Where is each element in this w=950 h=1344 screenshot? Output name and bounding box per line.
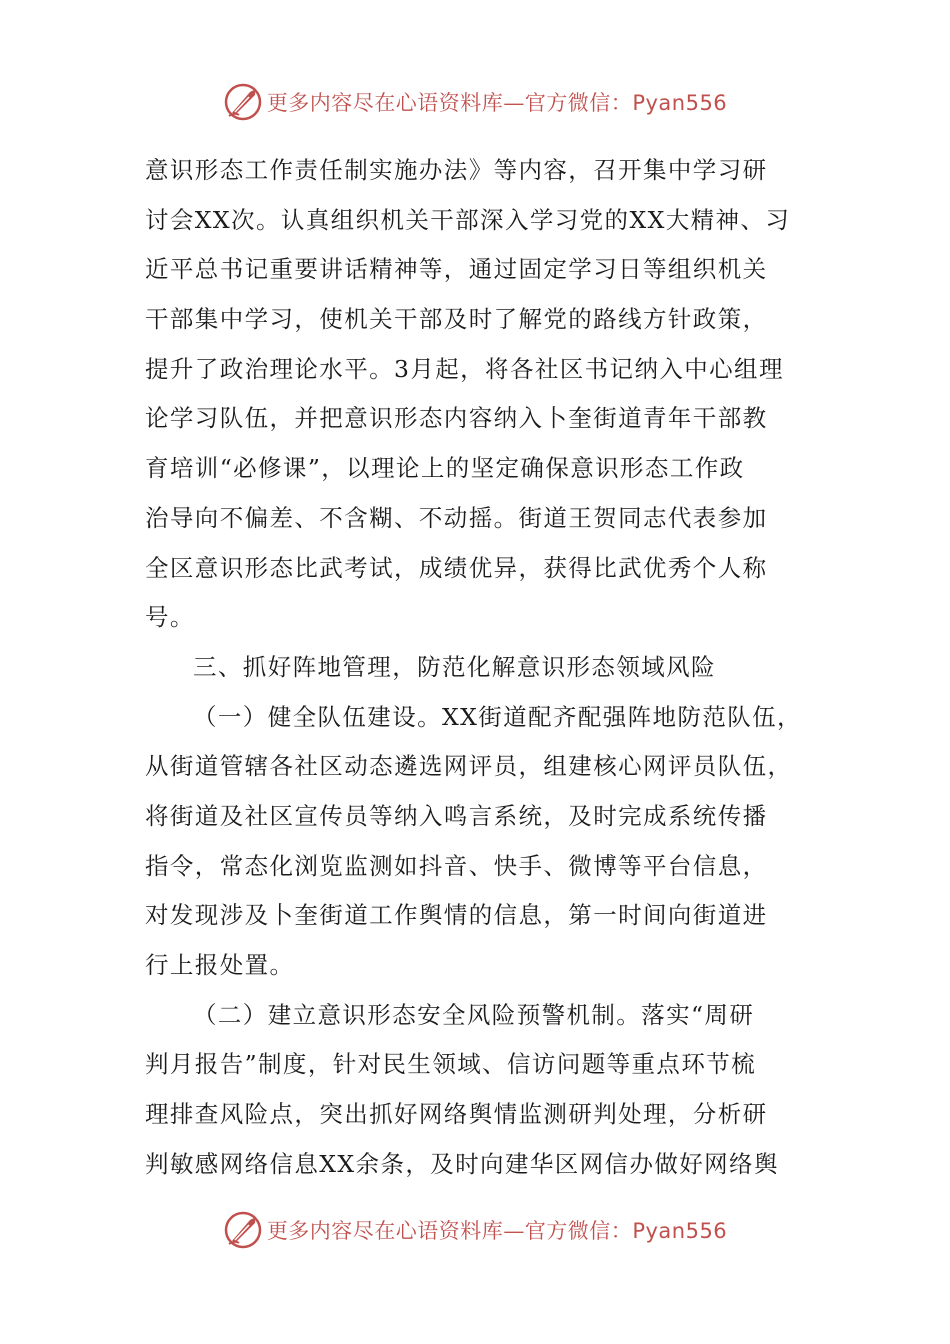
text-line: 提升了政治理论水平。3月起，将各社区书记纳入中心组理 bbox=[145, 354, 784, 383]
footer-banner-text bbox=[267, 1215, 727, 1245]
text-line: 治导向不偏差、不含糊、不动摇。街道王贺同志代表参加 bbox=[145, 503, 768, 532]
banner-dash: — bbox=[503, 91, 525, 115]
banner-wechat-id: Pyan556 bbox=[632, 91, 728, 115]
banner-wechat-label: 官方微信： bbox=[524, 1219, 633, 1243]
text-line: 论学习队伍，并把意识形态内容纳入卜奎街道青年干部教 bbox=[145, 404, 768, 433]
banner-wechat-id: Pyan556 bbox=[632, 1219, 728, 1243]
text-line: 理排查风险点，突出抓好网络舆情监测研判处理，分析研 bbox=[145, 1100, 768, 1129]
footer-banner bbox=[0, 1208, 950, 1252]
banner-title: 更多内容尽在心语资料库 bbox=[266, 91, 504, 115]
header-banner-text bbox=[267, 87, 727, 117]
section-heading: 三、抓好阵地管理，防范化解意识形态领域风险 bbox=[193, 652, 716, 681]
text-line: 意识形态工作责任制实施办法》等内容，召开集中学习研 bbox=[145, 156, 768, 184]
banner-title: 更多内容尽在心语资料库 bbox=[266, 1219, 504, 1243]
banner-wechat-label: 官方微信： bbox=[524, 91, 633, 115]
text-line: 近平总书记重要讲话精神等，通过固定学习日等组织机关 bbox=[145, 255, 768, 284]
text-line: 将街道及社区宣传员等纳入鸣言系统，及时完成系统传播 bbox=[145, 801, 768, 830]
document-body bbox=[145, 146, 805, 1189]
quill-pen-logo-icon bbox=[223, 1210, 263, 1250]
banner-dash: — bbox=[503, 1219, 525, 1243]
text-line: 指令，常态化浏览监测如抖音、快手、微博等平台信息， bbox=[145, 851, 768, 880]
subsection-heading: （一）健全队伍建设。XX街道配齐配强阵地防范队伍， bbox=[193, 702, 802, 731]
text-line: 判敏感网络信息XX余条，及时向建华区网信办做好网络舆 bbox=[145, 1149, 779, 1178]
subsection-heading: （二）建立意识形态安全风险预警机制。落实“周研 bbox=[193, 1000, 755, 1029]
text-line: 号。 bbox=[145, 603, 195, 632]
text-line: 行上报处置。 bbox=[145, 951, 295, 979]
text-line: 育培训“必修课”，以理论上的坚定确保意识形态工作政 bbox=[145, 454, 745, 483]
text-line: 全区意识形态比武考试，成绩优异，获得比武优秀个人称 bbox=[145, 553, 768, 582]
text-line: 干部集中学习，使机关干部及时了解党的路线方针政策， bbox=[145, 305, 768, 334]
text-line: 讨会XX次。认真组织机关干部深入学习党的XX大精神、习 bbox=[145, 205, 791, 234]
text-line: 判月报告”制度，针对民生领域、信访问题等重点环节梳 bbox=[145, 1050, 757, 1079]
quill-pen-logo-icon bbox=[223, 82, 263, 122]
text-line: 从街道管辖各社区动态遴选网评员，组建核心网评员队伍， bbox=[145, 752, 793, 781]
header-banner bbox=[0, 80, 950, 124]
text-line: 对发现涉及卜奎街道工作舆情的信息，第一时间向街道进 bbox=[145, 901, 768, 930]
